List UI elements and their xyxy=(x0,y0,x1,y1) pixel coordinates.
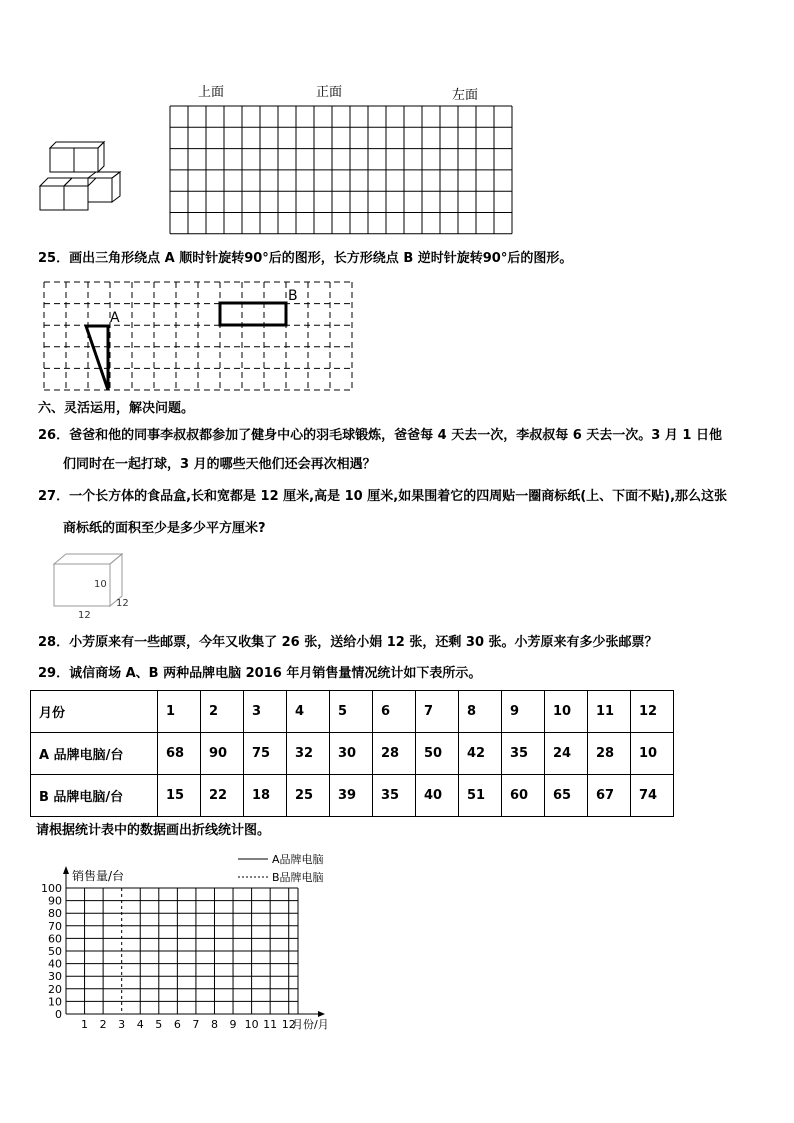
cuboid-figure xyxy=(46,550,136,622)
table-cell: 月份 xyxy=(31,691,158,733)
legend-a-label: A品牌电脑 xyxy=(272,853,324,866)
table-cell: B 品牌电脑/台 xyxy=(31,775,158,817)
q26-line2: 们同时在一起打球，3 月的哪些天他们还会再次相遇？ xyxy=(63,457,376,472)
table-cell: 1 xyxy=(158,691,201,733)
table-cell: 75 xyxy=(244,733,287,775)
x-tick-label: 4 xyxy=(136,1018,144,1031)
table-cell: 5 xyxy=(330,691,373,733)
y-axis-label: 销售量/台 xyxy=(72,869,125,883)
views-drawing-grid[interactable] xyxy=(168,104,514,236)
x-tick-label: 12 xyxy=(281,1018,296,1031)
table-cell: 12 xyxy=(631,691,674,733)
table-cell: 2 xyxy=(201,691,244,733)
view-label-top: 上面 xyxy=(198,85,225,100)
table-cell: 24 xyxy=(545,733,588,775)
table-cell: 39 xyxy=(330,775,373,817)
table-cell: 35 xyxy=(502,733,545,775)
table-cell: 30 xyxy=(330,733,373,775)
cuboid-width-label: 12 xyxy=(116,598,129,609)
table-cell: 50 xyxy=(416,733,459,775)
table-cell: A 品牌电脑/台 xyxy=(31,733,158,775)
y-tick-label: 90 xyxy=(48,894,62,908)
table-cell: 9 xyxy=(502,691,545,733)
point-a-label: A xyxy=(110,310,120,326)
table-cell: 4 xyxy=(287,691,330,733)
x-tick-label: 6 xyxy=(173,1018,181,1031)
table-row xyxy=(31,775,674,817)
x-axis-arrow xyxy=(318,1011,325,1017)
y-tick-label: 80 xyxy=(48,907,62,921)
table-cell: 67 xyxy=(588,775,631,817)
x-tick-label: 5 xyxy=(155,1018,163,1031)
y-tick-label: 20 xyxy=(48,982,62,996)
view-label-left: 左面 xyxy=(452,88,479,103)
x-tick-label: 9 xyxy=(229,1018,237,1031)
table-cell: 10 xyxy=(545,691,588,733)
q27-line2: 商标纸的面积至少是多少平方厘米? xyxy=(63,521,266,536)
y-axis-arrow xyxy=(63,866,69,874)
x-tick-label: 1 xyxy=(81,1018,89,1031)
table-cell: 40 xyxy=(416,775,459,817)
section-6-heading: 六、灵活运用，解决问题。 xyxy=(38,401,195,416)
table-cell: 3 xyxy=(244,691,287,733)
table-cell: 28 xyxy=(588,733,631,775)
y-tick-label: 10 xyxy=(48,995,62,1009)
chart-instruction: 请根据统计表中的数据画出折线统计图。 xyxy=(36,823,271,838)
table-cell: 74 xyxy=(631,775,674,817)
x-tick-label: 3 xyxy=(118,1018,126,1031)
view-label-front: 正面 xyxy=(316,85,343,100)
rectangle-shape xyxy=(220,303,286,325)
table-cell: 68 xyxy=(158,733,201,775)
table-cell: 25 xyxy=(287,775,330,817)
x-tick-label: 2 xyxy=(99,1018,107,1031)
x-axis-label: 月份/月 xyxy=(292,1018,329,1031)
table-cell: 51 xyxy=(459,775,502,817)
table-cell: 60 xyxy=(502,775,545,817)
table-cell: 42 xyxy=(459,733,502,775)
line-chart[interactable] xyxy=(28,848,358,1033)
y-tick-label: 60 xyxy=(48,932,62,946)
table-cell: 8 xyxy=(459,691,502,733)
q28-text: 28．小芳原来有一些邮票，今年又收集了 26 张，送给小娟 12 张，还剩 30 张。小芳原来有多少张邮票？ xyxy=(38,635,658,650)
table-row xyxy=(31,691,674,733)
table-cell: 10 xyxy=(631,733,674,775)
cuboid-length-label: 12 xyxy=(78,610,91,621)
y-tick-label: 70 xyxy=(48,919,62,933)
cube-stack-figure xyxy=(36,140,136,218)
x-tick-label: 8 xyxy=(210,1018,218,1031)
table-cell: 22 xyxy=(201,775,244,817)
table-cell: 32 xyxy=(287,733,330,775)
table-cell: 65 xyxy=(545,775,588,817)
table-row xyxy=(31,733,674,775)
table-cell: 7 xyxy=(416,691,459,733)
q27-line1: 27．一个长方体的食品盒,长和宽都是 12 厘米,高是 10 厘米,如果围着它的四周贴一圈商标纸(上、下面不贴),那么这张 xyxy=(38,489,728,504)
y-tick-label: 30 xyxy=(48,970,62,984)
table-cell: 6 xyxy=(373,691,416,733)
cuboid-height-label: 10 xyxy=(94,579,107,590)
y-tick-label: 40 xyxy=(48,957,62,971)
table-cell: 15 xyxy=(158,775,201,817)
table-cell: 28 xyxy=(373,733,416,775)
legend-b-label: B品牌电脑 xyxy=(272,871,324,884)
q26-line1: 26．爸爸和他的同事李叔叔都参加了健身中心的羽毛球锻炼，爸爸每 4 天去一次，李叔叔每 6 天去一次。3 月 1 日他 xyxy=(38,428,722,443)
point-b-label: B xyxy=(288,288,298,304)
table-cell: 11 xyxy=(588,691,631,733)
table-cell: 35 xyxy=(373,775,416,817)
y-tick-label: 0 xyxy=(55,1008,62,1021)
y-tick-label: 50 xyxy=(48,945,62,958)
q29-text: 29．诚信商场 A、B 两种品牌电脑 2016 年月销售量情况统计如下表所示。 xyxy=(38,666,482,681)
x-tick-label: 7 xyxy=(192,1018,200,1031)
y-tick-label: 100 xyxy=(41,882,62,895)
table-cell: 18 xyxy=(244,775,287,817)
triangle-shape xyxy=(86,326,108,390)
sales-table xyxy=(30,690,674,817)
q25-text: 25．画出三角形绕点 A 顺时针旋转90°后的图形，长方形绕点 B 逆时针旋转90°后的图形。 xyxy=(38,251,573,266)
x-tick-label: 10 xyxy=(244,1018,259,1031)
x-tick-label: 11 xyxy=(263,1018,278,1031)
table-cell: 90 xyxy=(201,733,244,775)
rotation-grid[interactable] xyxy=(40,280,356,394)
